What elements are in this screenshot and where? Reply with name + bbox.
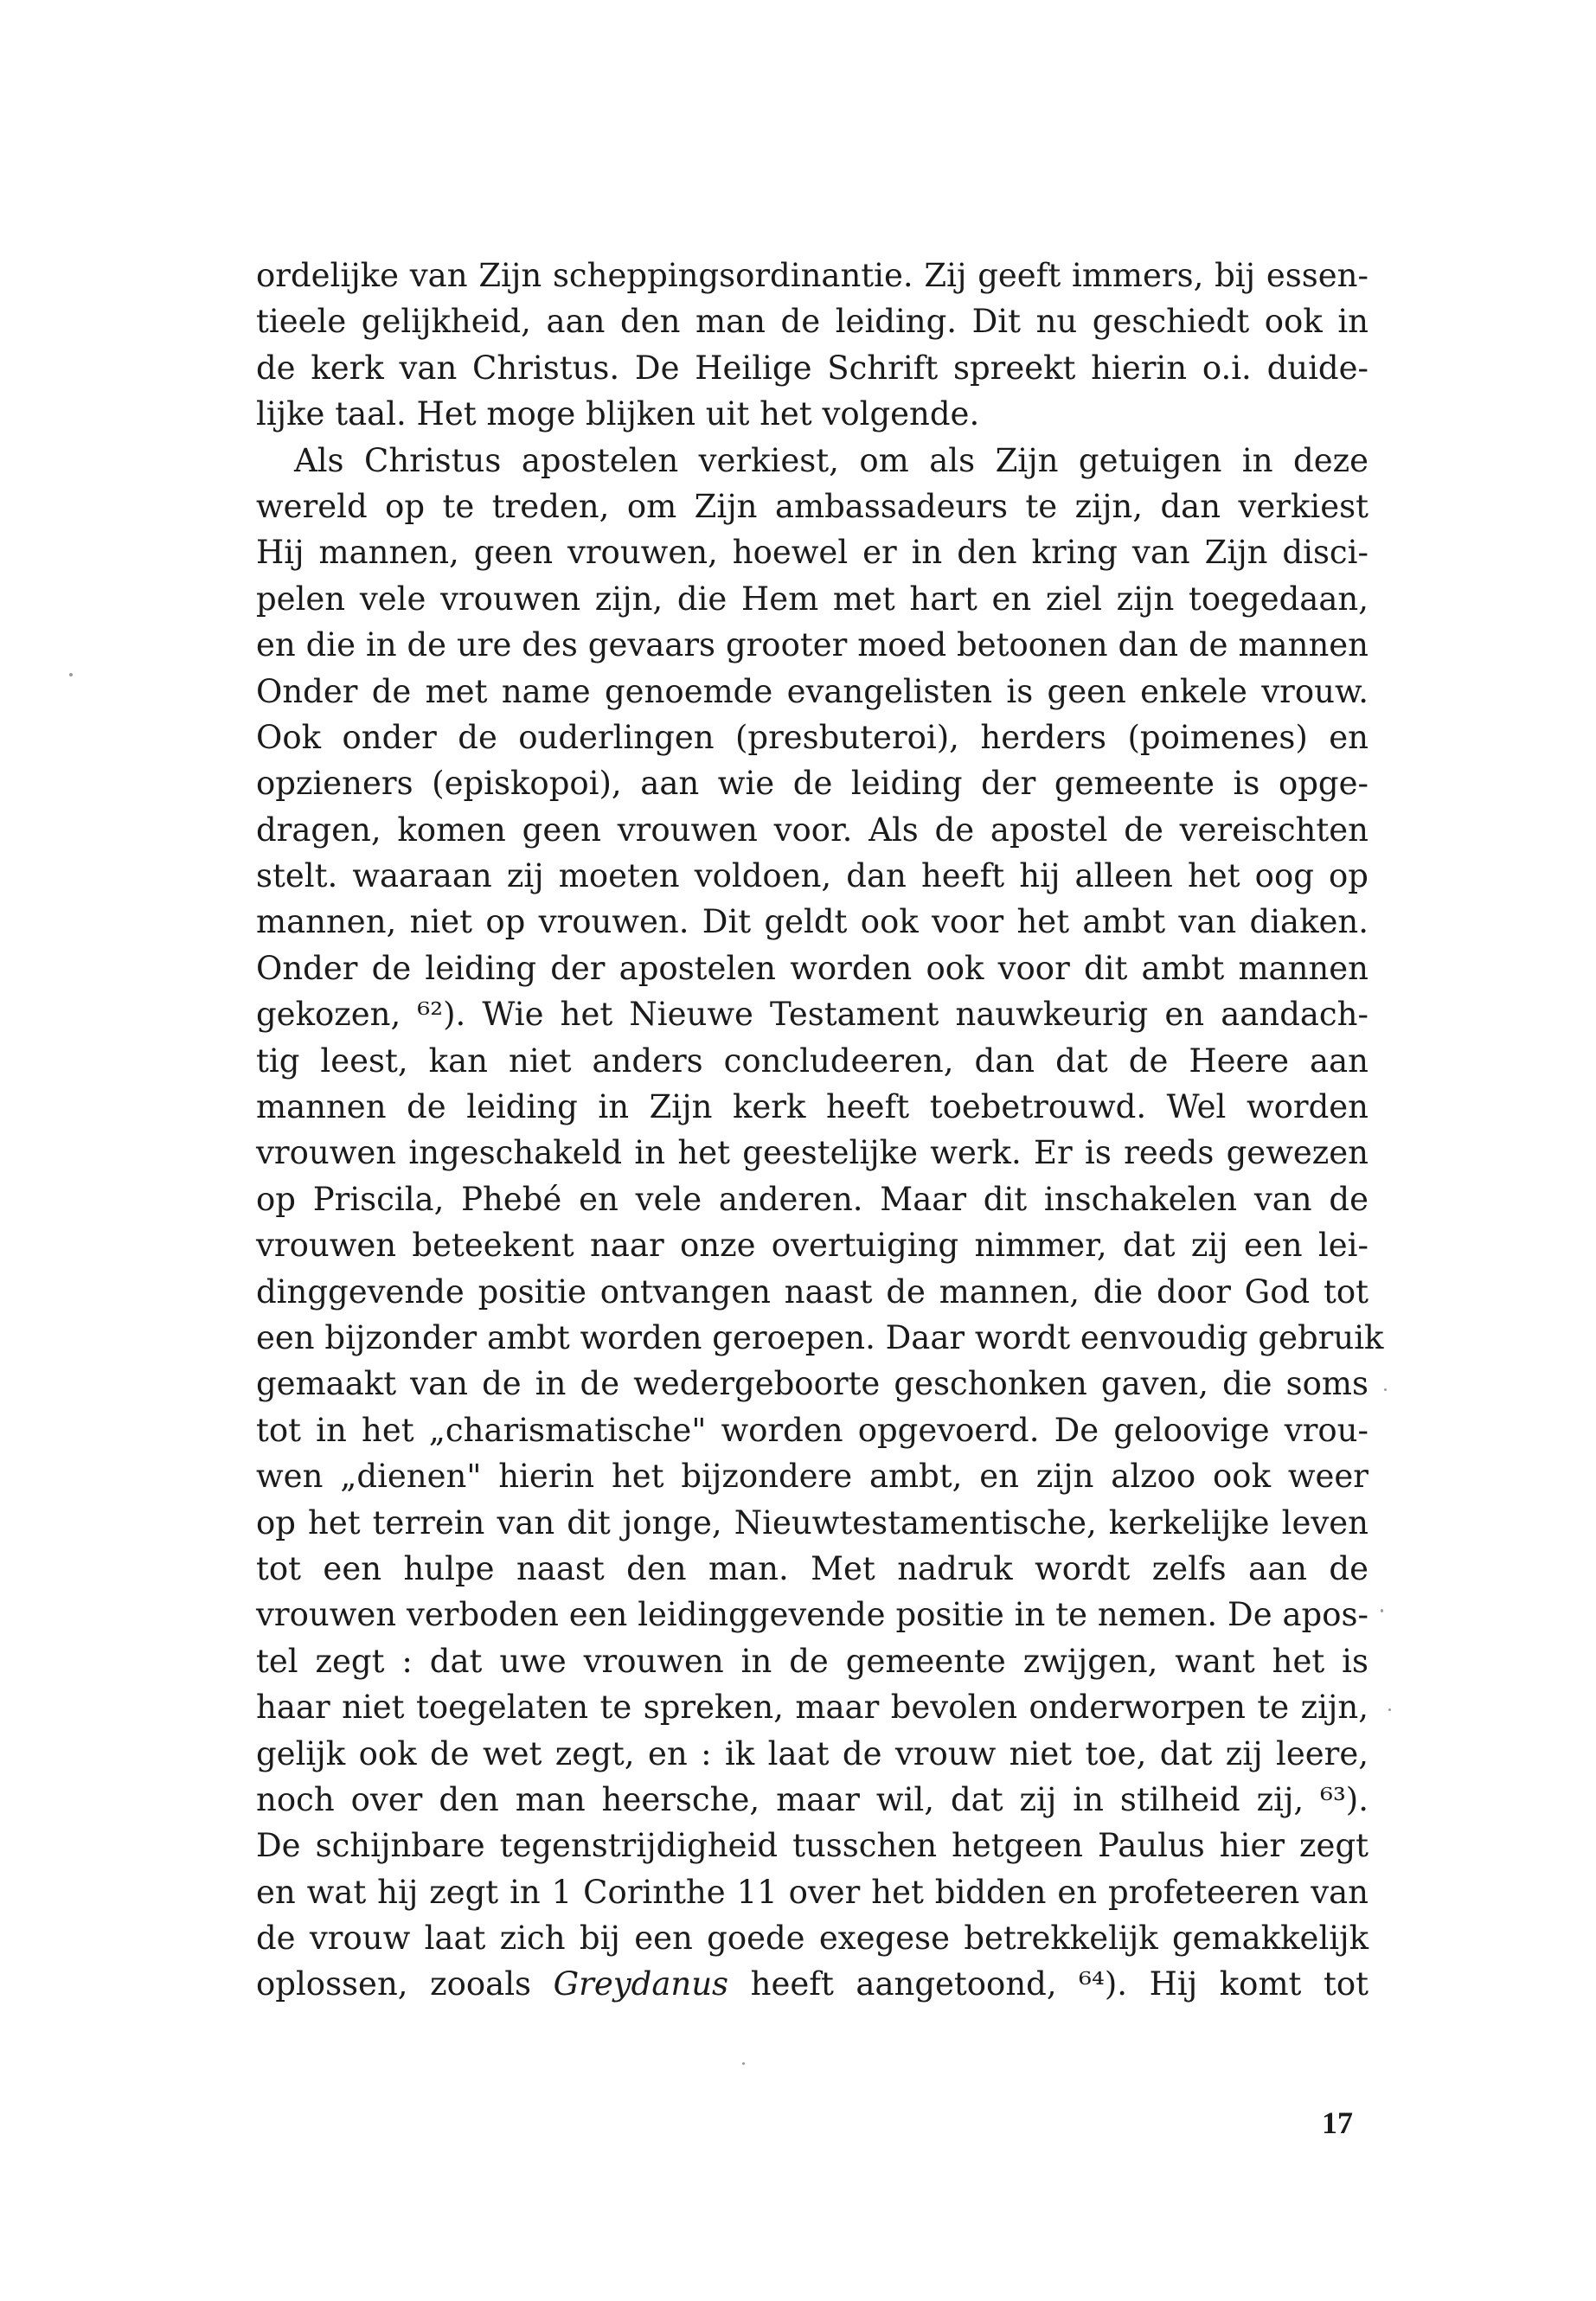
- text-line: mannen de leiding in Zijn kerk heeft toebetrouwd. Wel worden: [256, 1088, 1368, 1126]
- text-line: Onder de met name genoemde evangelisten is geen enkele vrouw.: [256, 672, 1368, 710]
- text-line: vrouwen verboden een leidinggevende positie in te nemen. De apos-: [256, 1596, 1368, 1634]
- scan-speck: [1384, 1388, 1387, 1391]
- text-line: ordelijke van Zijn scheppingsordinantie. Zij geeft immers, bij essen-: [256, 257, 1368, 294]
- text-line: een bijzonder ambt worden geroepen. Daar wordt eenvoudig gebruik: [256, 1318, 1384, 1356]
- text-line: Ook onder de ouderlingen (presbuteroi), herders (poimenes) en: [256, 718, 1368, 756]
- text-line: haar niet toegelaten te spreken, maar bevolen onderworpen te zijn,: [256, 1689, 1368, 1727]
- text-line-last: [256, 1961, 1368, 2007]
- text-line: opzieners (episkopoi), aan wie de leiding der gemeente is opge-: [256, 765, 1368, 803]
- text-line: en wat hij zegt in 1 Corinthe 11 over het bidden en profeteeren van: [256, 1873, 1368, 1911]
- text-segment: heeft aangetoond, ⁶⁴). Hij komt tot: [728, 1965, 1368, 2003]
- scan-speck: [742, 2062, 745, 2065]
- text-line: de vrouw laat zich bij een goede exegese betrekkelijk gemakkelijk: [256, 1920, 1368, 1958]
- text-line: wen „dienen" hierin het bijzondere ambt, en zijn alzoo ook weer: [256, 1458, 1368, 1496]
- text-line: vrouwen beteekent naar onze overtuiging nimmer, dat zij een lei-: [256, 1227, 1368, 1265]
- text-line: mannen, niet op vrouwen. Dit geldt ook voor het ambt van diaken.: [256, 903, 1368, 941]
- scan-speck: [1381, 1609, 1383, 1612]
- text-line: tot een hulpe naast den man. Met nadruk wordt zelfs aan de: [256, 1549, 1368, 1587]
- scan-speck: [1388, 1708, 1391, 1711]
- text-line: pelen vele vrouwen zijn, die Hem met hart en ziel zijn toegedaan,: [256, 580, 1368, 618]
- text-line: tig leest, kan niet anders concludeeren, dan dat de Heere aan: [256, 1042, 1368, 1080]
- text-segment: oplossen, zooals: [256, 1965, 554, 2003]
- text-line: gelijk ook de wet zegt, en : ik laat de vrouw niet toe, dat zij leere,: [256, 1734, 1368, 1772]
- text-line: stelt. waaraan zij moeten voldoen, dan heeft hij alleen het oog op: [256, 857, 1368, 895]
- text-line: De schijnbare tegenstrijdigheid tusschen hetgeen Paulus hier zegt: [256, 1827, 1368, 1865]
- text-line: gekozen, ⁶²). Wie het Nieuwe Testament nauwkeurig en aandach-: [256, 996, 1368, 1034]
- text-line: dragen, komen geen vrouwen voor. Als de apostel de vereischten: [256, 811, 1368, 849]
- author-name-italic: Greydanus: [553, 1965, 729, 2003]
- text-line: tieele gelijkheid, aan den man de leiding. Dit nu geschiedt ook in: [256, 303, 1368, 341]
- text-line: tot in het „charismatische" worden opgevoerd. De geloovige vrou-: [256, 1411, 1368, 1449]
- scan-speck: [69, 673, 73, 676]
- text-line: vrouwen ingeschakeld in het geestelijke werk. Er is reeds gewezen: [256, 1134, 1368, 1172]
- text-line: Als Christus apostelen verkiest, om als Zijn getuigen in deze: [294, 441, 1368, 479]
- text-line: op Priscila, Phebé en vele anderen. Maar dit inschakelen van de: [256, 1180, 1368, 1218]
- text-line: tel zegt : dat uwe vrouwen in de gemeente zwijgen, want het is: [256, 1642, 1368, 1680]
- text-line: de kerk van Christus. De Heilige Schrift spreekt hierin o.i. duide-: [256, 349, 1368, 387]
- text-line: noch over den man heersche, maar wil, dat zij in stilheid zij, ⁶³).: [256, 1780, 1368, 1818]
- page-number: 17: [1322, 2106, 1353, 2140]
- text-line: Onder de leiding der apostelen worden ook voor dit ambt mannen: [256, 949, 1368, 987]
- text-line: dinggevende positie ontvangen naast de mannen, die door God tot: [256, 1272, 1368, 1311]
- text-line: Hij mannen, geen vrouwen, hoewel er in den kring van Zijn disci-: [256, 534, 1368, 572]
- text-line: lijke taal. Het moge blijken uit het volgende.: [256, 395, 980, 433]
- text-line: gemaakt van de in de wedergeboorte geschonken gaven, die soms: [256, 1365, 1368, 1403]
- text-line: en die in de ure des gevaars grooter moed betoonen dan de mannen: [256, 626, 1368, 664]
- text-line: op het terrein van dit jonge, Nieuwtestamentische, kerkelijke leven: [256, 1503, 1368, 1541]
- body-text: [256, 253, 1384, 2008]
- text-line: wereld op te treden, om Zijn ambassadeurs te zijn, dan verkiest: [256, 487, 1368, 525]
